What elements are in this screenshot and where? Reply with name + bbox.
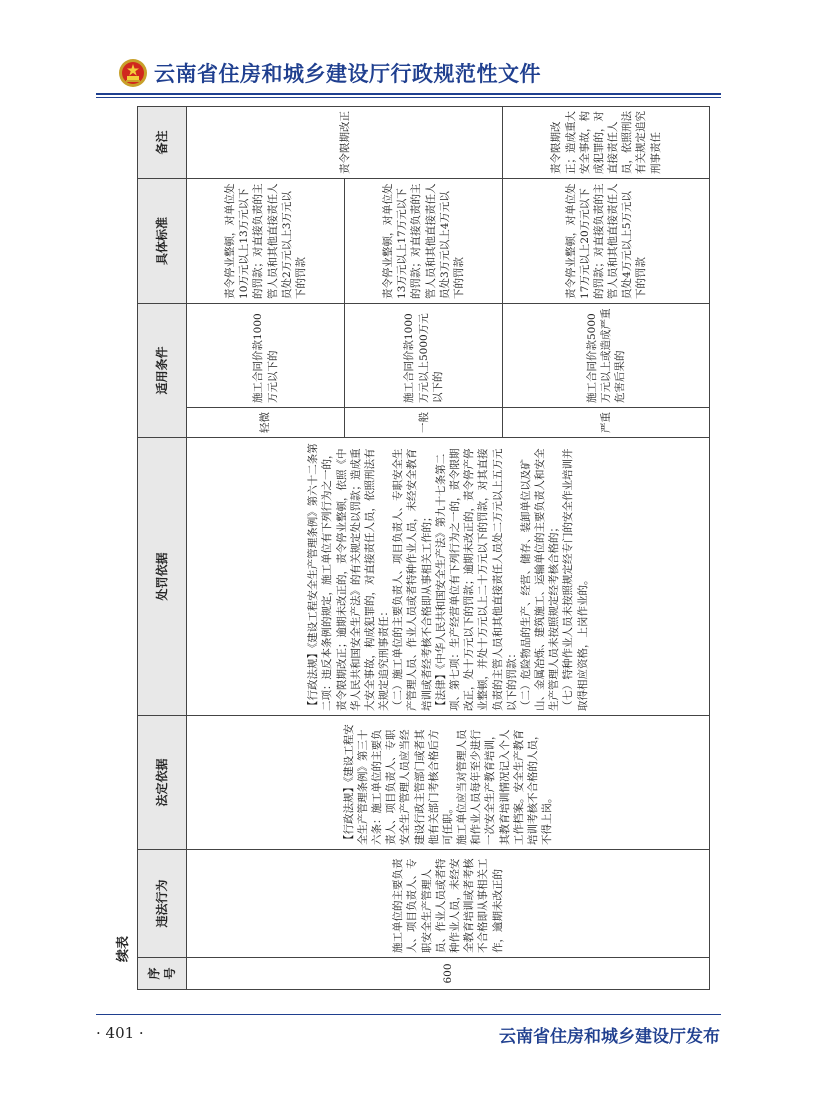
header-standard: 具体标准: [138, 178, 187, 303]
continued-label: 续表: [116, 935, 131, 962]
grade-standard-severe: 责令停业整顿，对单位处17万元以上20万元以下的罚款；对直接负责的主管人员和其他直接责任人员处4万元以上5万元以下的罚款: [503, 178, 710, 303]
header-penalty-basis: 处罚依据: [138, 438, 187, 716]
penalty-table: [137, 106, 710, 990]
penalty-basis-para-1: 【行政法规】《建设工程安全生产管理条例》第六十二条第二项：违反本条例的规定，施工单位有下列行为之一的，责令限期改正；逾期未改正的，责令停业整顿，依照《中华人民共和国安全生产法》的有关规定处以罚款；造成重大安全事故，构成犯罪的，对直接责任人员，依照刑法有关规定追究刑事责任：: [307, 443, 391, 711]
cell-seq: 600: [187, 958, 710, 990]
header-divider-thin: [96, 97, 721, 98]
grade-remark-severe: 责令限期改正；造成重大安全事故，构成犯罪的，对直接责任人员，依照刑法有关规定追究刑事责任: [503, 106, 710, 178]
rotated-table-container: [137, 107, 710, 990]
penalty-basis-para-4: （二）危险物品的生产、经营、储存、装卸单位以及矿山、金属冶炼、建筑施工、运输单位的主要负责人和安全生产管理人员未按照规定经考核合格的；: [519, 448, 561, 711]
page-header: [118, 58, 541, 88]
header-seq: 序号: [138, 958, 187, 990]
grade-level-general: 一般: [345, 408, 503, 438]
publisher-label: 云南省住房和城乡建设厅发布: [499, 1027, 720, 1047]
grade-condition-minor: 施工合同价款1000万元以下的: [187, 303, 345, 407]
legal-basis-para-1: 【行政法规】《建设工程安全生产管理条例》第三十六条：施工单位的主要负责人、项目负责人、专职安全生产管理人员应当经建设行政主管部门或者其他有关部门考核合格后方可任职。: [342, 724, 454, 845]
grade-level-severe: 严重: [503, 408, 710, 438]
cell-violation: 施工单位的主要负责人、项目负责人、专职安全生产管理人员、作业人员或者特种作业人员，未经安全教育培训或者考核不合格即从事相关工作，逾期未改正的: [187, 850, 710, 958]
cell-penalty-basis: [187, 438, 710, 716]
grade-condition-general: 施工合同价款1000万元以上5000万元以下的: [345, 303, 503, 407]
penalty-basis-para-5: （七）特种作业人员未按照规定经专门的安全作业培训并取得相应资格，上岗作业的。: [562, 448, 589, 711]
header-remark: 备注: [138, 106, 187, 178]
table-header-row: [138, 106, 187, 989]
grade-standard-minor: 责令停业整顿，对单位处10万元以上13万元以下的罚款；对直接负责的主管人员和其他直接责任人员处2万元以上3万元以下的罚款: [187, 178, 345, 303]
cell-legal-basis: [187, 716, 710, 850]
header-condition: 适用条件: [138, 303, 187, 437]
penalty-basis-para-3: 【法律】《中华人民共和国安全生产法》第九十七条第二项、第七项：生产经营单位有下列行为之一的，责令限期改正，处十万元以下的罚款；逾期未改正的，责令停产停业整顿，并处十万元以上二十万元以下的罚款，对其直接负责的主管人员和其他直接责任人员处二万元以上五万元以下的罚款：: [434, 448, 518, 711]
grade-remark-minor: 责令限期改正: [187, 106, 503, 178]
header-title: 云南省住房和城乡建设厅行政规范性文件: [154, 62, 541, 86]
legal-basis-para-2: 施工单位应当对管理人员和作业人员每年至少进行一次安全生产教育培训，其教育培训情况记入个人工作档案。安全生产教育培训考核不合格的人员，不得上岗。: [456, 729, 554, 845]
page-number: · 401 ·: [96, 1024, 144, 1042]
grade-condition-severe: 施工合同价款5000万元以上或造成严重危害后果的: [503, 303, 710, 407]
national-emblem-icon: [118, 58, 148, 88]
header-legal-basis: 法定依据: [138, 716, 187, 850]
header-violation: 违法行为: [138, 850, 187, 958]
grade-level-minor: 轻微: [187, 408, 345, 438]
grade-standard-general: 责令停业整顿，对单位处13万元以上17万元以下的罚款；对直接负责的主管人员和其他直接责任人员处3万元以上4万元以下的罚款: [345, 178, 503, 303]
header-divider: [96, 93, 721, 95]
table-row: [187, 106, 345, 989]
footer-divider: [96, 1014, 721, 1015]
penalty-basis-para-2: （二）施工单位的主要负责人、项目负责人、专职安全生产管理人员、作业人员或者特种作业人员，未经安全教育培训或者经考核不合格即从事相关工作的；: [392, 448, 433, 711]
